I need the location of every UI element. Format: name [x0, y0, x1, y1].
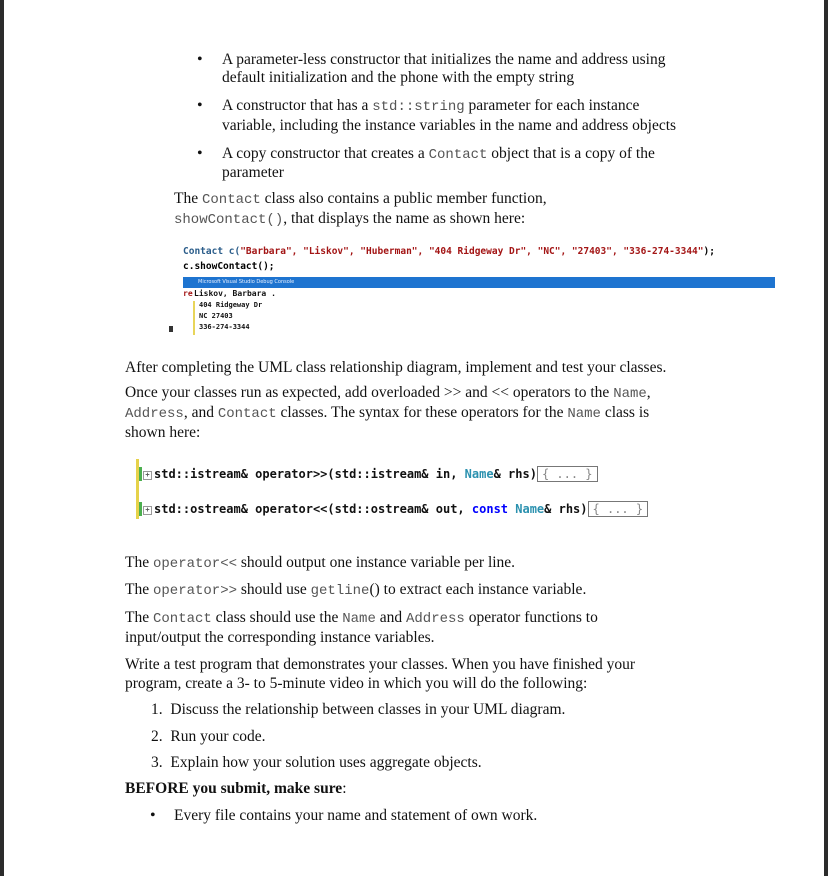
- before-heading: BEFORE you submit, make sure:: [125, 780, 347, 797]
- collapsed-body-box[interactable]: { ... }: [537, 466, 598, 482]
- console-line-1: Liskov, Barbara .: [194, 289, 276, 298]
- console-prefix: re: [183, 289, 193, 298]
- para4: The operator<< should output one instance variable per line.: [125, 554, 516, 572]
- console-line-2: 404 Ridgeway Dr: [199, 301, 263, 309]
- bullet-icon: •: [150, 807, 156, 824]
- code-line-show-contact: c.showContact();: [183, 261, 275, 272]
- editor-change-bar: [139, 467, 142, 481]
- para1-line1: The Contact class also contains a public member function,: [174, 190, 547, 208]
- para5: The operator>> should use getline() to extract each instance variable.: [125, 581, 587, 599]
- numbered-item-3: 3. Explain how your solution uses aggregate objects.: [151, 754, 482, 771]
- inline-code: std::string: [372, 99, 465, 115]
- bullet-2-line2: variable, including the instance variables in the name and address objects: [222, 117, 677, 134]
- para3-line1: Once your classes run as expected, add overloaded >> and << operators to the Name,: [125, 384, 651, 402]
- collapsed-body-box[interactable]: { ... }: [588, 501, 649, 517]
- inline-code: showContact(): [174, 212, 284, 228]
- inline-code: Name: [342, 611, 376, 627]
- para3-line2: Address, and Contact classes. The syntax for these operators for the Name class is: [125, 404, 650, 422]
- inline-code: Contact: [201, 192, 261, 208]
- console-line-3: NC 27403: [199, 312, 233, 320]
- page-edge-left: [0, 0, 4, 876]
- para6-line2: input/output the corresponding instance variables.: [125, 629, 435, 646]
- bullet-2-line1: A constructor that has a std::string parameter for each instance: [222, 97, 640, 115]
- inline-code: Name: [613, 386, 647, 402]
- inline-code: Name: [567, 406, 601, 422]
- expand-icon[interactable]: +: [143, 471, 152, 480]
- console-cursor-mark: [169, 326, 173, 332]
- page-edge-right: [824, 0, 828, 876]
- console-highlight: [193, 301, 195, 335]
- bullet-3-line1: A copy constructor that creates a Contact object that is a copy of the: [222, 145, 655, 163]
- inline-code: Contact: [428, 147, 488, 163]
- numbered-item-2: 2. Run your code.: [151, 728, 266, 745]
- para7-line1: Write a test program that demonstrates your classes. When you have finished your: [125, 656, 636, 673]
- bullet-1-line1: A parameter-less constructor that initializes the name and address using: [222, 51, 666, 68]
- numbered-item-1: 1. Discuss the relationship between classes in your UML diagram.: [151, 701, 566, 718]
- bullet-3-line2: parameter: [222, 164, 284, 181]
- inline-code: Contact: [217, 406, 277, 422]
- console-title: Microsoft Visual Studio Debug Console: [198, 279, 295, 285]
- operator-in-signature: + std::istream& operator>>(std::istream& in, Name& rhs) { ... }: [143, 466, 598, 482]
- para6-line1: The Contact class should use the Name and Address operator functions to: [125, 609, 598, 627]
- editor-change-bar: [139, 502, 142, 516]
- inline-code: operator>>: [152, 583, 237, 599]
- para1-line2: showContact(), that displays the name as shown here:: [174, 210, 526, 228]
- para7-line2: program, create a 3- to 5-minute video in which you will do the following:: [125, 675, 588, 692]
- final-bullet-text: Every file contains your name and statement of own work.: [174, 807, 538, 824]
- inline-code: Contact: [152, 611, 212, 627]
- inline-code: operator<<: [152, 556, 237, 572]
- bullet-icon: •: [197, 145, 203, 162]
- operator-out-signature: + std::ostream& operator<<(std::ostream& out, const Name& rhs) { ... }: [143, 501, 648, 517]
- code-line-contact-constructor: Contact c("Barbara", "Liskov", "Huberman", "404 Ridgeway Dr", "NC", "27403", "336-274-3344");: [183, 246, 715, 257]
- inline-code: Address: [125, 406, 184, 422]
- bullet-icon: •: [197, 51, 203, 68]
- bullet-1-line2: default initialization and the phone with the empty string: [222, 69, 575, 86]
- para3-line3: shown here:: [125, 424, 201, 441]
- expand-icon[interactable]: +: [143, 506, 152, 515]
- inline-code: Address: [406, 611, 465, 627]
- para2: After completing the UML class relationship diagram, implement and test your classes.: [125, 359, 667, 376]
- bullet-icon: •: [197, 97, 203, 114]
- inline-code: getline: [310, 583, 370, 599]
- console-line-4: 336-274-3344: [199, 323, 250, 331]
